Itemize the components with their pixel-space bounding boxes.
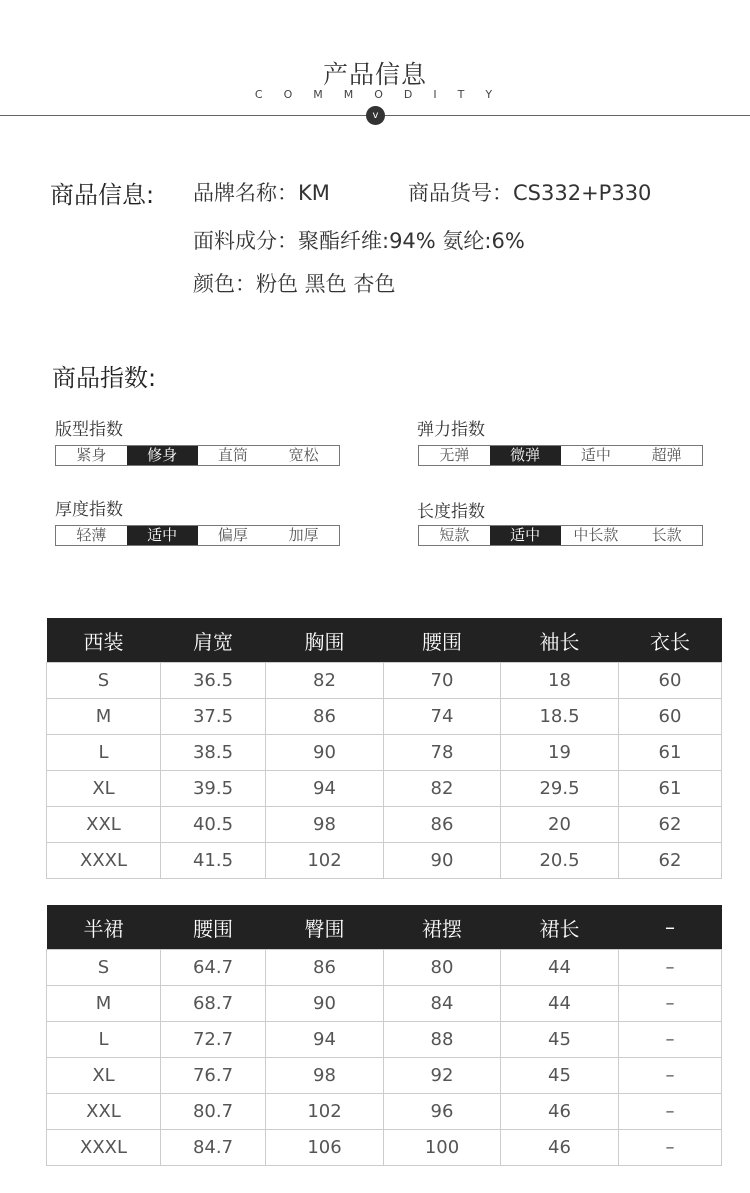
scale-option: 无弹 [439, 446, 470, 464]
table-cell: – [619, 1022, 722, 1058]
table-cell: 70 [384, 663, 501, 699]
table-cell: 20 [501, 807, 619, 843]
table-cell: 98 [266, 1058, 384, 1094]
table-cell: – [619, 1130, 722, 1166]
table-cell: XXXL [47, 1130, 161, 1166]
table-cell: 82 [266, 663, 384, 699]
length-index-title: 长度指数 [417, 502, 485, 522]
column-header: – [619, 905, 722, 950]
table-row [47, 843, 722, 879]
table-cell: – [619, 950, 722, 986]
table-cell: 72.7 [161, 1022, 266, 1058]
scale-option: 短款 [439, 526, 470, 544]
table-row [47, 699, 722, 735]
column-header: 裙长 [501, 905, 619, 950]
column-header: 衣长 [619, 618, 722, 663]
table-cell: – [619, 1058, 722, 1094]
table-cell: – [619, 1094, 722, 1130]
table-cell: 36.5 [161, 663, 266, 699]
index-label: 商品指数: [52, 364, 157, 392]
table-cell: 80 [384, 950, 501, 986]
table-cell: 102 [266, 843, 384, 879]
scale-option: 直筒 [217, 446, 248, 464]
table-cell: 64.7 [161, 950, 266, 986]
table-cell: 20.5 [501, 843, 619, 879]
table-cell: L [47, 1022, 161, 1058]
table-cell: XL [47, 1058, 161, 1094]
table-cell: 18 [501, 663, 619, 699]
scale-option: 紧身 [76, 446, 107, 464]
table-cell: 96 [384, 1094, 501, 1130]
table-row [47, 986, 722, 1022]
table-cell: 78 [384, 735, 501, 771]
table-cell: 68.7 [161, 986, 266, 1022]
table-cell: XL [47, 771, 161, 807]
thickness-index-scale [55, 525, 340, 546]
table-row [47, 807, 722, 843]
table-cell: 88 [384, 1022, 501, 1058]
scale-option-selected: 适中 [490, 526, 561, 545]
column-header: 臀围 [266, 905, 384, 950]
table-cell: 94 [266, 771, 384, 807]
table-row [47, 950, 722, 986]
table-cell: 90 [266, 735, 384, 771]
stretch-index-scale [418, 445, 703, 466]
column-header: 胸围 [266, 618, 384, 663]
scale-option-selected: 修身 [127, 446, 198, 465]
table-cell: 40.5 [161, 807, 266, 843]
table-cell: XXXL [47, 843, 161, 879]
info-label: 商品信息: [50, 181, 155, 209]
section-title: 产品信息 [322, 60, 427, 89]
table-cell: 39.5 [161, 771, 266, 807]
scale-option: 轻薄 [76, 526, 107, 544]
table-cell: 44 [501, 986, 619, 1022]
brand-name: 品牌名称：KM [193, 181, 330, 205]
table-cell: XXL [47, 807, 161, 843]
skirt-size-table [46, 905, 722, 1166]
table-cell: S [47, 950, 161, 986]
column-header: 裙摆 [384, 905, 501, 950]
scale-option-selected: 适中 [127, 526, 198, 545]
column-header: 腰围 [161, 905, 266, 950]
table-cell: 37.5 [161, 699, 266, 735]
table-cell: 18.5 [501, 699, 619, 735]
table-cell: 45 [501, 1022, 619, 1058]
table-header-row [47, 905, 722, 950]
table-row [47, 735, 722, 771]
length-index-scale [418, 525, 703, 546]
fit-index-scale [55, 445, 340, 466]
table-cell: 98 [266, 807, 384, 843]
scale-option-selected: 微弹 [490, 446, 561, 465]
column-header: 袖长 [501, 618, 619, 663]
table-row [47, 771, 722, 807]
table-cell: L [47, 735, 161, 771]
column-header: 半裙 [47, 905, 161, 950]
color-options: 颜色：粉色 黑色 杏色 [193, 272, 396, 296]
table-cell: M [47, 986, 161, 1022]
table-row [47, 1022, 722, 1058]
table-cell: 76.7 [161, 1058, 266, 1094]
table-cell: 90 [384, 843, 501, 879]
table-row [47, 1094, 722, 1130]
table-cell: 46 [501, 1094, 619, 1130]
table-cell: 61 [619, 771, 722, 807]
thickness-index-title: 厚度指数 [55, 500, 123, 520]
table-cell: 60 [619, 663, 722, 699]
table-cell: 94 [266, 1022, 384, 1058]
table-row [47, 663, 722, 699]
table-cell: XXL [47, 1094, 161, 1130]
section-subtitle: COMMODITY [254, 88, 514, 101]
column-header: 腰围 [384, 618, 501, 663]
table-cell: 62 [619, 843, 722, 879]
table-cell: 82 [384, 771, 501, 807]
table-cell: 74 [384, 699, 501, 735]
table-cell: 44 [501, 950, 619, 986]
fit-index-title: 版型指数 [55, 420, 123, 440]
scale-option: 加厚 [288, 526, 319, 544]
item-number: 商品货号：CS332+P330 [408, 181, 652, 205]
table-cell: S [47, 663, 161, 699]
scale-option: 偏厚 [217, 526, 248, 544]
table-cell: 90 [266, 986, 384, 1022]
table-cell: – [619, 986, 722, 1022]
table-row [47, 1058, 722, 1094]
table-cell: 92 [384, 1058, 501, 1094]
chevron-down-icon: v [366, 106, 385, 125]
table-cell: 100 [384, 1130, 501, 1166]
table-cell: 41.5 [161, 843, 266, 879]
scale-option: 宽松 [288, 446, 319, 464]
scale-option: 适中 [580, 446, 611, 464]
stretch-index-title: 弹力指数 [417, 420, 485, 440]
table-cell: 84.7 [161, 1130, 266, 1166]
column-header: 西装 [47, 618, 161, 663]
table-cell: 86 [266, 950, 384, 986]
table-cell: 60 [619, 699, 722, 735]
table-header-row [47, 618, 722, 663]
scale-option: 长款 [651, 526, 682, 544]
table-row [47, 1130, 722, 1166]
table-cell: 84 [384, 986, 501, 1022]
table-cell: 80.7 [161, 1094, 266, 1130]
scale-option: 中长款 [573, 526, 619, 544]
table-cell: 29.5 [501, 771, 619, 807]
scale-option: 超弹 [651, 446, 682, 464]
table-cell: 62 [619, 807, 722, 843]
table-cell: 45 [501, 1058, 619, 1094]
table-cell: 61 [619, 735, 722, 771]
table-cell: M [47, 699, 161, 735]
table-cell: 86 [384, 807, 501, 843]
table-cell: 86 [266, 699, 384, 735]
table-cell: 102 [266, 1094, 384, 1130]
table-cell: 106 [266, 1130, 384, 1166]
fabric-composition: 面料成分：聚酯纤维:94% 氨纶:6% [193, 229, 525, 253]
suit-size-table [46, 618, 722, 879]
table-cell: 46 [501, 1130, 619, 1166]
table-cell: 38.5 [161, 735, 266, 771]
table-cell: 19 [501, 735, 619, 771]
column-header: 肩宽 [161, 618, 266, 663]
